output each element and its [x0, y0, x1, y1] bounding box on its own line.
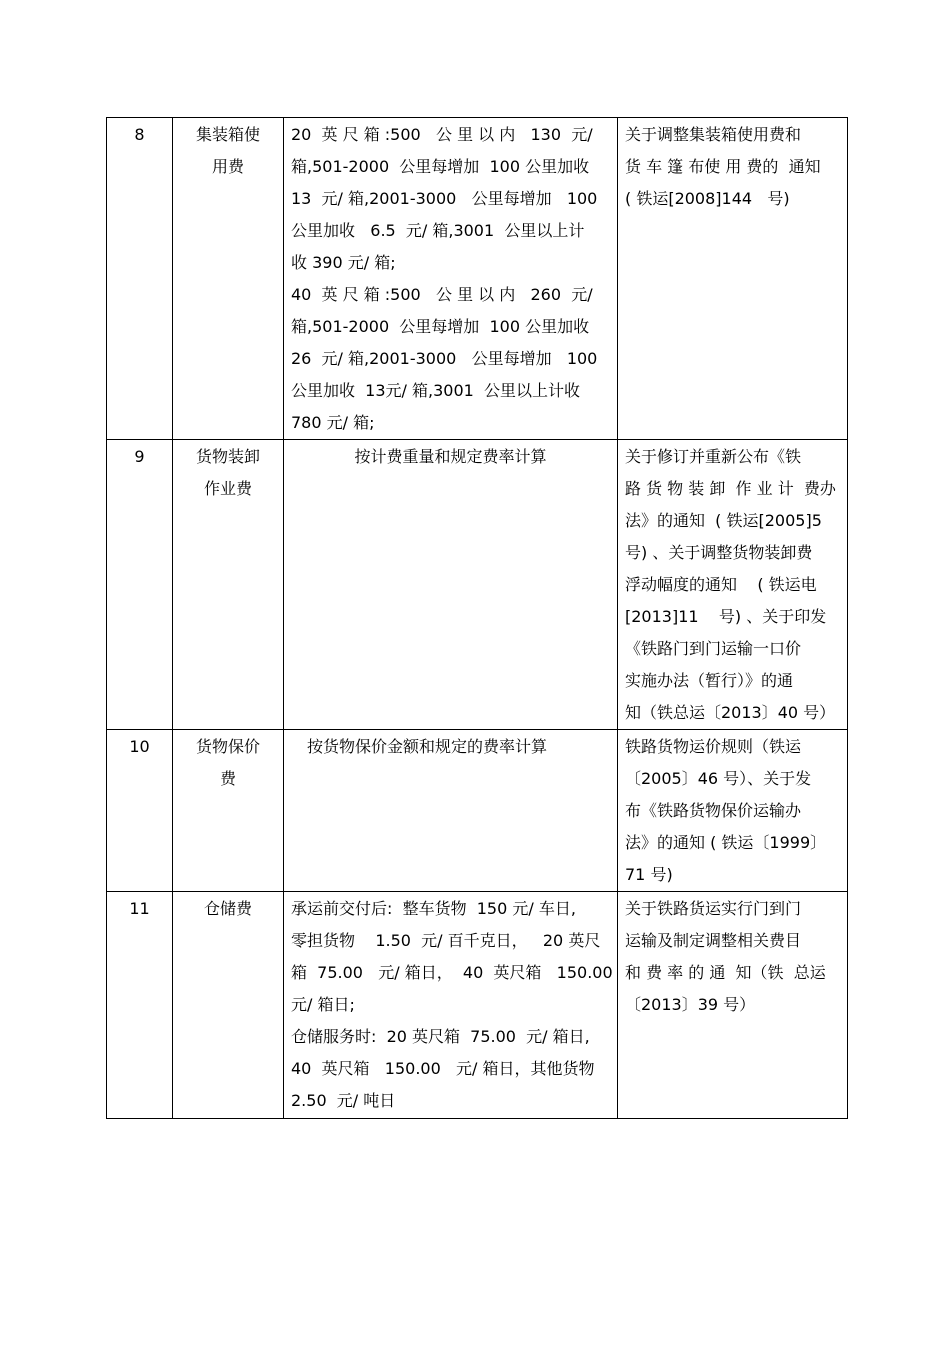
fee-basis-cell — [618, 892, 848, 1119]
fee-standard-cell — [284, 118, 618, 440]
row-number: 10 — [129, 737, 150, 756]
fee-standard-line: 公里加收 13元/ 箱,3001 公里以上计收 — [291, 381, 580, 400]
fee-basis-line: ( 铁运[2008]144 号) — [625, 189, 790, 208]
fee-basis-line: 布《铁路货物保价运输办 — [625, 801, 802, 820]
fee-basis-line: [2013]11 号) 、关于印发 — [625, 607, 827, 626]
fee-standard-line: 按货物保价金额和规定的费率计算 — [307, 737, 548, 756]
fee-basis-line: 铁路货物运价规则（铁运 — [625, 737, 802, 756]
table-row — [107, 892, 848, 1119]
fee-standard-line: 按计费重量和规定费率计算 — [354, 447, 547, 466]
fee-basis-line: 实施办法（暂行）》的通 — [625, 671, 794, 690]
fee-basis-line: 71 号) — [625, 865, 673, 884]
fee-standard-line: 40 英尺箱 150.00 元/ 箱日，其他货物 — [291, 1059, 595, 1078]
fee-name-line: 作业费 — [203, 479, 252, 498]
fee-name-line: 费 — [219, 769, 236, 788]
fee-basis-line: 货 车 篷 布使 用 费的 通知 — [625, 157, 821, 176]
fee-standard-line: 承运前交付后: 整车货物 150 元/ 车日, — [291, 899, 576, 918]
fee-basis-line: 号) 、关于调整货物装卸费 — [625, 543, 813, 562]
table-row — [107, 440, 848, 730]
fee-standard-line: 箱,501-2000 公里每增加 100 公里加收 — [291, 157, 590, 176]
fee-name-cell — [173, 892, 284, 1119]
fee-name-cell — [173, 118, 284, 440]
fee-basis-line: 关于调整集装箱使用费和 — [625, 125, 802, 144]
table-row — [107, 118, 848, 440]
fee-basis-cell — [618, 730, 848, 892]
fee-name-cell — [173, 730, 284, 892]
fee-standard-line: 2.50 元/ 吨日 — [291, 1091, 396, 1110]
fee-basis-line: 法》的通知 ( 铁运[2005]5 — [625, 511, 822, 530]
fee-name-line: 用费 — [211, 157, 244, 176]
fee-standard-line: 零担货物 1.50 元/ 百千克日， 20 英尺 — [291, 931, 601, 950]
fee-basis-line: 运输及制定调整相关费目 — [625, 931, 802, 950]
fee-standard-line: 箱,501-2000 公里每增加 100 公里加收 — [291, 317, 590, 336]
fee-name-line: 货物装卸 — [195, 447, 260, 466]
fee-name-cell — [173, 440, 284, 730]
fee-standard-line: 13 元/ 箱,2001-3000 公里每增加 100 — [291, 189, 598, 208]
row-number-cell — [107, 118, 173, 440]
fee-standard-line: 箱 75.00 元/ 箱日， 40 英尺箱 150.00 — [291, 963, 613, 982]
fee-basis-line: 法》的通知 ( 铁运〔1999〕 — [625, 833, 827, 852]
fee-standard-cell — [284, 440, 618, 730]
fee-standard-line: 收 390 元/ 箱; — [291, 253, 396, 272]
row-number: 9 — [134, 447, 145, 466]
row-number-cell — [107, 892, 173, 1119]
row-number-cell — [107, 730, 173, 892]
fee-basis-line: 路 货 物 装 卸 作 业 计 费办 — [625, 479, 836, 498]
fee-basis-line: 和 费 率 的 通 知（铁 总运 — [625, 963, 826, 982]
fee-standard-line: 40 英 尺 箱 :500 公 里 以 内 260 元/ — [291, 285, 593, 304]
fee-basis-line: 《铁路门到门运输一口价 — [625, 639, 802, 658]
fee-standard-cell — [284, 730, 618, 892]
row-number-cell — [107, 440, 173, 730]
fee-basis-cell — [618, 440, 848, 730]
fee-standard-line: 元/ 箱日; — [291, 995, 355, 1014]
fee-basis-line: 〔2005〕46 号）、关于发 — [625, 769, 812, 788]
fee-basis-line: 浮动幅度的通知 ( 铁运电 — [625, 575, 817, 594]
fee-standard-line: 仓储服务时: 20 英尺箱 75.00 元/ 箱日, — [291, 1027, 590, 1046]
table-row — [107, 730, 848, 892]
fee-name-line: 仓储费 — [203, 899, 252, 918]
row-number: 8 — [134, 125, 145, 144]
fee-basis-cell — [618, 118, 848, 440]
row-number: 11 — [129, 899, 150, 918]
fee-basis-line: 关于修订并重新公布《铁 — [625, 447, 802, 466]
fee-standard-line: 26 元/ 箱,2001-3000 公里每增加 100 — [291, 349, 598, 368]
fee-table — [106, 117, 848, 1119]
fee-standard-line: 公里加收 6.5 元/ 箱,3001 公里以上计 — [291, 221, 585, 240]
fee-basis-line: 〔2013〕39 号） — [625, 995, 756, 1014]
fee-name-line: 集装箱使 — [195, 125, 260, 144]
fee-basis-line: 关于铁路货运实行门到门 — [625, 899, 802, 918]
fee-basis-line: 知（铁总运〔2013〕40 号） — [625, 703, 836, 722]
fee-table-body — [107, 118, 848, 1119]
fee-name-line: 货物保价 — [195, 737, 260, 756]
fee-standard-line: 780 元/ 箱; — [291, 413, 375, 432]
fee-standard-cell — [284, 892, 618, 1119]
fee-standard-line: 20 英 尺 箱 :500 公 里 以 内 130 元/ — [291, 125, 593, 144]
